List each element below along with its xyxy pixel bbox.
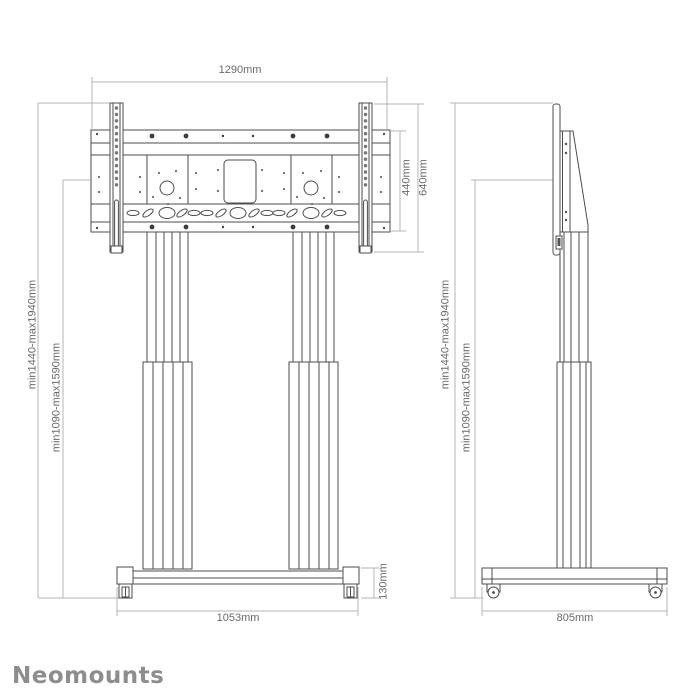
dim-label-front-plate-height: 440mm <box>400 159 413 196</box>
side-mount-bracket <box>556 131 588 249</box>
side-view-drawing <box>482 104 667 598</box>
side-caster-right <box>649 584 662 598</box>
dim-label-front-bracket-height: 640mm <box>417 159 430 196</box>
side-display-panel <box>553 104 560 255</box>
dim-label-front-total-height: min1440-max1940mm <box>26 279 39 390</box>
dim-label-front-base-height: 130mm <box>377 563 390 600</box>
side-base <box>482 568 667 598</box>
front-base <box>117 567 359 598</box>
dim-label-front-base-width: 1053mm <box>216 612 260 624</box>
side-lift-column <box>557 232 591 569</box>
dim-label-front-center-height: min1090-max1590mm <box>50 342 63 453</box>
brand-logo: Neomounts <box>12 663 165 689</box>
dim-label-side-base-depth: 805mm <box>556 612 594 624</box>
dim-label-side-center-height: min1090-max1590mm <box>460 342 473 453</box>
side-caster-left <box>487 584 500 598</box>
dim-label-side-total-height: min1440-max1940mm <box>439 279 452 390</box>
vesa-rail-right <box>359 103 372 253</box>
dim-label-front-top-width: 1290mm <box>218 64 262 76</box>
front-view-drawing <box>91 103 390 598</box>
vesa-rail-left <box>110 103 123 253</box>
front-mount-plate <box>91 130 390 232</box>
front-lift-columns <box>143 232 338 569</box>
front-caster-left <box>119 584 132 598</box>
front-caster-right <box>344 584 357 598</box>
